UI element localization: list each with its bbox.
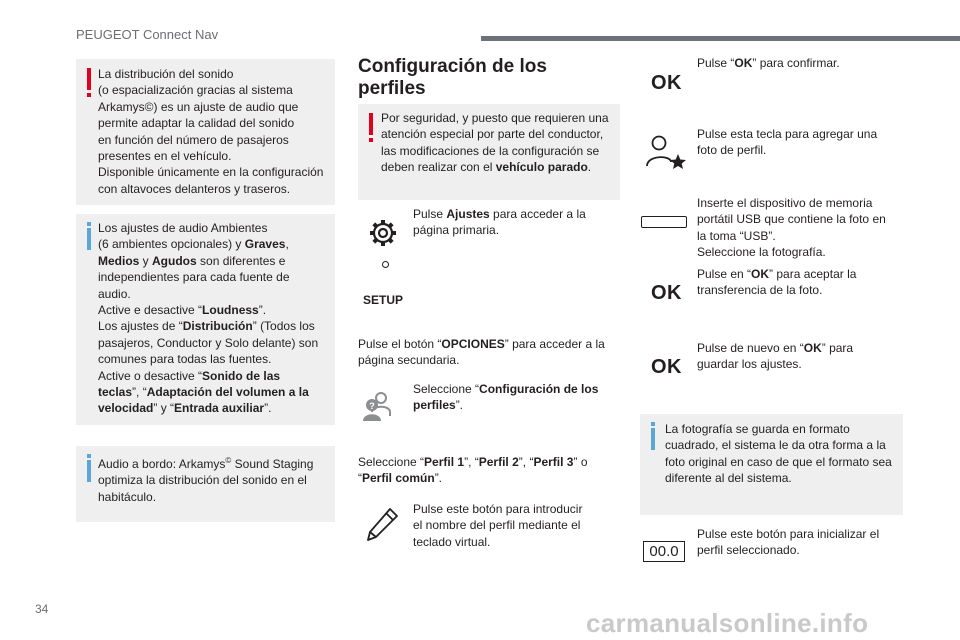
confirm-text: Pulse “OK” para confirmar.	[697, 56, 840, 70]
reset-profile-icon: 00.0	[643, 541, 685, 562]
accept-text: Pulse en “OK” para aceptar la transferencia de la foto.	[697, 267, 857, 298]
left-info-text-2: Audio a bordo: Arkamys© Sound Staging optimiza la distribución del sonido en el habitáculo.	[98, 456, 314, 504]
footer-watermark: carmanualsonline.info	[586, 608, 869, 638]
setup-text: Pulse Ajustes para acceder a la página primaria.	[413, 207, 586, 238]
degree-icon	[382, 261, 389, 268]
add-photo-icon	[645, 134, 689, 170]
section-heading: Configuración de los perfiles	[358, 56, 547, 99]
reset-text: Pulse este botón para inicializar el perfil seleccionado.	[697, 527, 880, 558]
usb-text: Inserte el dispositivo de memoria portátil USB que contiene la foto en la toma “USB”. Seleccione la fotografía.	[697, 196, 886, 260]
setup-label: SETUP	[363, 293, 404, 307]
warning-marker	[369, 113, 373, 135]
svg-text:?: ?	[369, 401, 375, 411]
usb-slot-icon	[641, 216, 687, 228]
ok-label: OK	[651, 282, 682, 304]
info-marker	[87, 460, 91, 482]
middle-warning-text: Por seguridad, y puesto que requieren una atención especial por parte del conductor, las modificaciones de la configuración se deben realizar con el vehículo parado.	[381, 111, 609, 175]
right-info-text: La fotografía se guarda en formato cuadrado, el sistema le da otra forma a la foto original en caso de que el formato sea diferente al del sistema.	[665, 422, 892, 486]
ok-label: OK	[651, 356, 682, 378]
page-number: 34	[35, 602, 49, 616]
rename-text: Pulse este botón para introducir el nombre del perfil mediante el teclado virtual.	[413, 502, 583, 549]
info-marker	[651, 428, 655, 450]
profiles-icon	[362, 390, 392, 422]
header-bar	[481, 36, 960, 41]
info-marker	[87, 228, 91, 250]
pencil-icon	[366, 506, 400, 542]
ok-label: OK	[651, 72, 682, 94]
photo-text: Pulse esta tecla para agregar una foto de perfil.	[697, 127, 878, 158]
warning-marker	[87, 68, 91, 90]
profile-select-text: Seleccione “Configuración de los perfiles”.	[413, 382, 599, 413]
options-text: Pulse el botón “OPCIONES” para acceder a la página secundaria.	[358, 337, 605, 368]
left-warning-text: La distribución del sonido (o espacialización gracias al sistema Arkamys©) es un ajuste de audio que permite adaptar la calidad del sonido en función del número de pasajeros presentes en el vehículo. Disponible únicamente en la configuración con altavoces delanteros y traseros.	[98, 67, 324, 196]
header-title: PEUGEOT Connect Nav	[76, 27, 219, 42]
gear-icon	[367, 217, 399, 249]
profile-choice-text: Seleccione “Perfil 1”, “Perfil 2”, “Perfil 3” o “Perfil común”.	[358, 455, 588, 486]
save-text: Pulse de nuevo en “OK” para guardar los ajustes.	[697, 341, 854, 372]
left-info-text-1: Los ajustes de audio Ambientes (6 ambientes opcionales) y Graves, Medios y Agudos son diferentes e independientes para cada fuente de audio. Active e desactive “Loudness”. Los ajustes de “Distribución” (Todos los pasajeros, Conductor y Solo delante) son comunes para todas las fuentes. Active o desactive “Sonido de las teclas”, “Adaptación del volumen a la velocidad” y “Entrada auxiliar”.	[98, 221, 319, 416]
